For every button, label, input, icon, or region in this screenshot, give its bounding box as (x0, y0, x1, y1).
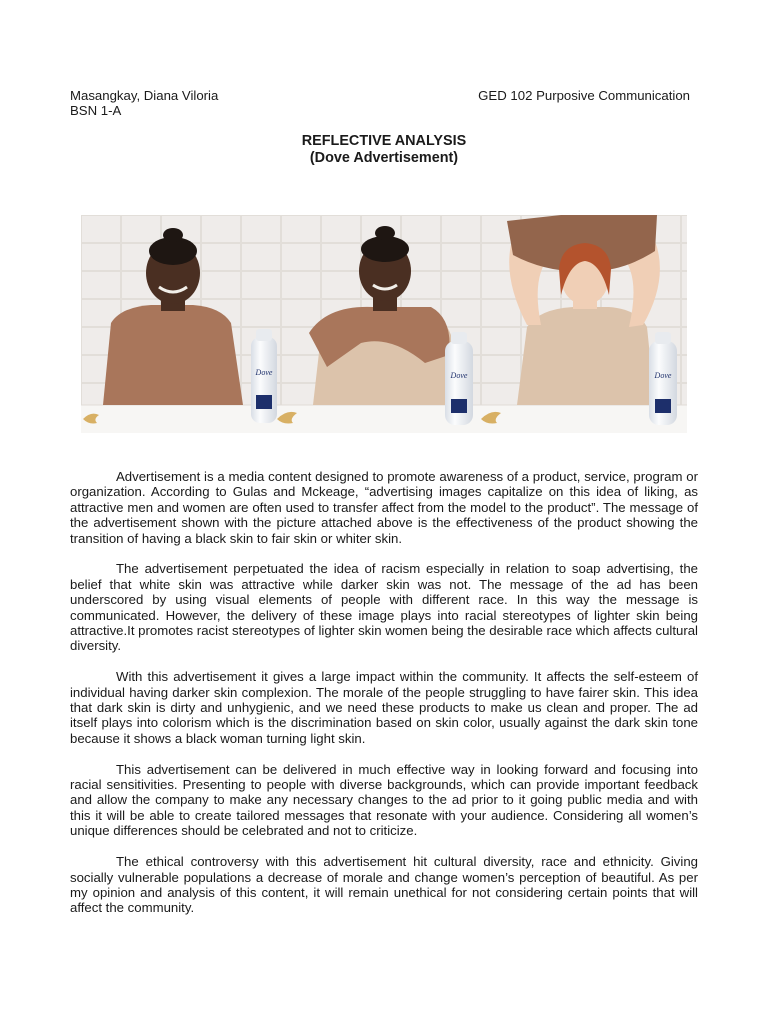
section-label: BSN 1-A (70, 103, 122, 118)
soap-bottle-3 (649, 332, 677, 425)
woman-figure-3 (507, 215, 660, 405)
soap-bottle-2 (445, 332, 473, 425)
course-label: GED 102 Purposive Communication (478, 88, 690, 103)
author-name: Masangkay, Diana Viloria (70, 88, 219, 103)
brand-label-3: Dove (654, 371, 672, 380)
body-paragraph-1: Advertisement is a media content designed to promote awareness of a product, service, program or organization. According to Gulas and Mckeage, “advertising images capitalize on this idea of liking, as attractive men and women are often used to transfer affect from the model to the product”. The message of the advertisement shown with the picture attached above is the effectiveness of the product showing the transition of having a black skin to fair skin or whiter skin. (70, 469, 698, 546)
author-block (70, 88, 218, 118)
advertisement-image (81, 215, 687, 433)
body-paragraph-4: This advertisement can be delivered in much effective way in looking forward and focusing into racial sensitivities. Presenting to people with diverse backgrounds, which can provide important feedback and allow the company to make any necessary changes to the ad prior to it going public media and with this it will be able to create tailored messages that resonate with your audience. Considering all women’s unique differences should be celebrated and not to criticize. (70, 761, 698, 839)
title-block (0, 133, 768, 167)
document-body (70, 469, 698, 931)
brand-label-2: Dove (450, 371, 468, 380)
brand-label-1: Dove (255, 368, 273, 377)
floor-strip (81, 405, 687, 433)
soap-bottle-1 (251, 329, 277, 423)
advertisement-illustration (81, 215, 687, 433)
body-paragraph-5: The ethical controversy with this advertisement hit cultural diversity, race and ethnicity. Giving socially vulnerable populations a decrease of morale and change women’s perception of beautiful. As per my opinion and analysis of this content, it will remain unethical for not considering certain points that will affect the community. (70, 854, 698, 916)
document-title: REFLECTIVE ANALYSIS (301, 133, 467, 149)
body-paragraph-3: With this advertisement it gives a large impact within the community. It affects the self-esteem of individual having darker skin complexion. The morale of the people struggling to have fairer skin. This idea that dark skin is dirty and unhygienic, and we need these products to make us clean and proper. The ad itself plays into colorism which is the discrimination based on skin color, usually against the dark skin tone because it shows a black woman turning light skin. (70, 669, 698, 746)
body-paragraph-2: The advertisement perpetuated the idea of racism especially in relation to soap advertising, the belief that white skin was attractive while darker skin was not. The message of the ad has been underscored by using visual elements of people with different race. In this way the message is communicated. However, the delivery of these image plays into racial stereotypes of lighter skin being attractive.It promotes racist stereotypes of lighter skin women being the desirable race which affects cultural diversity. (70, 561, 698, 654)
document-subtitle: (Dove Advertisement) (309, 150, 459, 166)
